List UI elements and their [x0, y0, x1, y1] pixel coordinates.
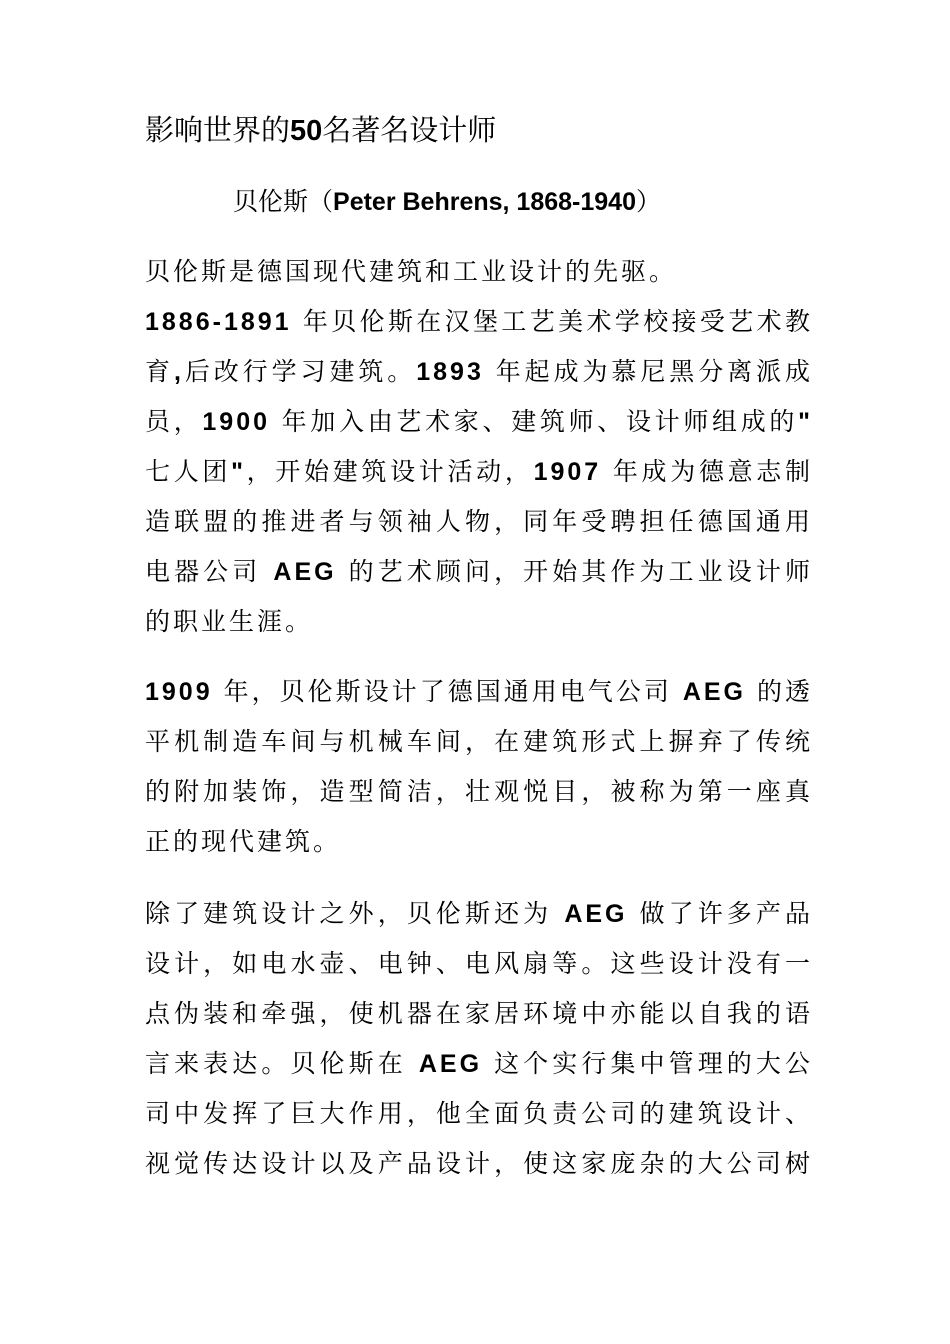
text-segment-bold: , — [173, 358, 184, 386]
page-title — [145, 108, 496, 153]
text-segment-bold: 1893 — [416, 358, 484, 386]
text-line — [145, 302, 813, 342]
text-segment: ，开始建筑设计活动， — [245, 457, 534, 486]
text-line — [145, 402, 813, 442]
title-number: 50 — [290, 115, 323, 147]
subtitle-name-en: Peter Behrens, 1868-1940 — [333, 188, 636, 216]
text-segment-bold: " — [231, 458, 246, 486]
text-segment: 员， — [145, 407, 203, 436]
text-line — [145, 822, 813, 862]
text-segment: 年，贝伦斯设计了德国通用电气公司 — [212, 677, 683, 706]
text-segment: 除了建筑设计之外，贝伦斯还为 — [145, 899, 565, 928]
text-segment-bold: 1909 — [145, 678, 213, 706]
text-segment: 言来表达。贝伦斯在 — [145, 1049, 419, 1078]
text-segment: 的职业生涯。 — [145, 607, 314, 636]
text-line — [145, 722, 813, 762]
text-segment: 年加入由艺术家、建筑师、设计师组成的 — [270, 407, 799, 436]
text-segment: 贝伦斯是德国现代建筑和工业设计的先驱。 — [145, 257, 678, 286]
text-segment-bold: 1900 — [202, 408, 271, 436]
text-segment: 平机制造车间与机械车间，在建筑形式上摒弃了传统 — [145, 727, 813, 756]
text-segment-bold: AEG — [418, 1050, 483, 1078]
text-segment: 的艺术顾问，开始其作为工业设计师 — [336, 557, 813, 586]
text-segment-bold: " — [798, 408, 813, 436]
text-segment: 正的现代建筑。 — [145, 827, 342, 856]
subtitle-name-cn: 贝伦斯（ — [233, 187, 334, 216]
text-line — [145, 944, 813, 984]
text-line — [145, 1144, 813, 1184]
text-segment: 司中发挥了巨大作用，他全面负责公司的建筑设计、 — [145, 1099, 813, 1128]
text-segment: 年成为德意志制 — [601, 457, 813, 486]
text-segment: 年起成为慕尼黑分离派成 — [483, 357, 813, 386]
text-segment: 七人团 — [145, 457, 232, 486]
text-segment: 点伪装和牵强，使机器在家居环境中亦能以自我的语 — [145, 999, 813, 1028]
text-segment: 的透 — [746, 677, 813, 706]
text-segment: 后改行学习建筑。 — [183, 357, 417, 386]
text-segment-bold: AEG — [682, 678, 747, 706]
text-segment: 视觉传达设计以及产品设计，使这家庞杂的大公司树 — [145, 1149, 813, 1178]
text-segment-bold: AEG — [564, 900, 628, 928]
text-line — [145, 602, 813, 642]
text-line — [145, 1094, 813, 1134]
text-segment: 电器公司 — [145, 557, 274, 586]
text-segment: 年贝伦斯在汉堡工艺美术学校接受艺术教 — [291, 307, 813, 336]
subtitle — [233, 182, 661, 222]
text-segment-bold: AEG — [273, 558, 337, 586]
text-segment: 的附加装饰，造型简洁，壮观悦目，被称为第一座真 — [145, 777, 813, 806]
text-segment-bold: 1907 — [533, 458, 602, 486]
subtitle-close-paren: ） — [635, 187, 661, 216]
text-line — [145, 352, 813, 392]
text-line — [145, 672, 813, 712]
text-line — [145, 502, 813, 542]
text-line — [145, 772, 813, 812]
text-line — [145, 452, 813, 492]
title-text-post: 名著名设计师 — [322, 113, 497, 147]
title-text-pre: 影响世界的 — [145, 113, 291, 147]
text-segment: 做了许多产品 — [627, 899, 813, 928]
text-segment: 育 — [145, 357, 174, 386]
text-line — [145, 994, 813, 1034]
text-segment-bold: 1886-1891 — [145, 308, 292, 336]
text-segment: 造联盟的推进者与领袖人物，同年受聘担任德国通用 — [145, 507, 813, 536]
text-line — [145, 552, 813, 592]
text-segment: 设计，如电水壶、电钟、电风扇等。这些设计没有一 — [145, 949, 813, 978]
text-line — [145, 1044, 813, 1084]
text-segment: 这个实行集中管理的大公 — [482, 1049, 813, 1078]
text-line — [145, 894, 813, 934]
text-line — [145, 252, 813, 292]
